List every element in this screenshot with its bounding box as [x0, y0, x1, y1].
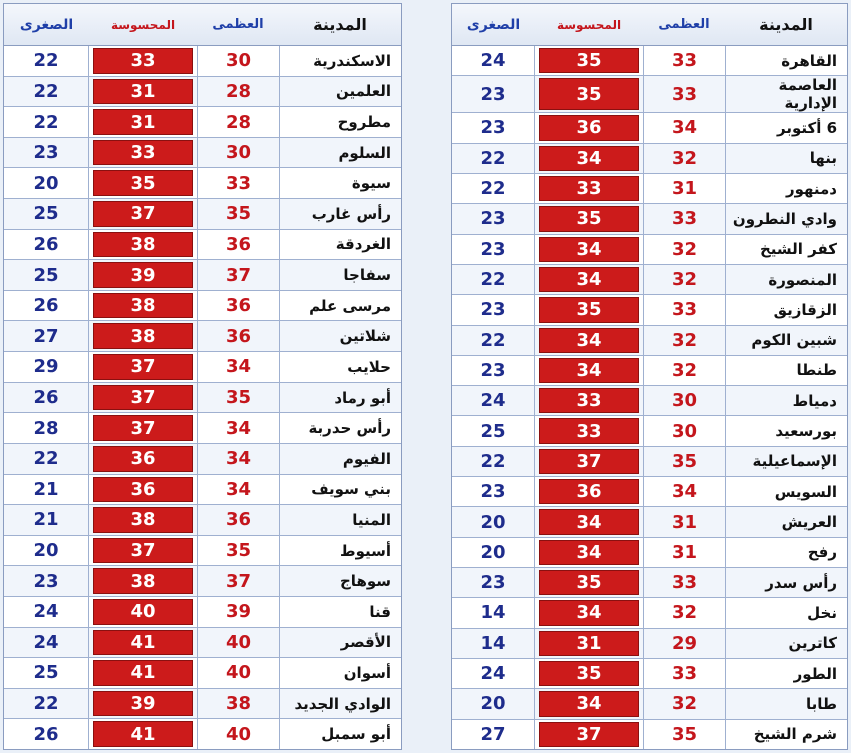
table-row: [452, 326, 847, 356]
min-temp-cell: 24: [452, 386, 535, 415]
max-temp-cell: 33: [643, 568, 725, 597]
table-row: [452, 507, 847, 537]
city-cell: مطروح: [279, 107, 401, 137]
feels-like-cell: 36: [539, 479, 639, 504]
city-cell: طابا: [725, 689, 847, 718]
min-temp-cell: 14: [452, 629, 535, 658]
table-row: [4, 107, 401, 138]
city-cell: بورسعيد: [725, 416, 847, 445]
table-row: [4, 413, 401, 444]
max-temp-cell: 33: [643, 46, 725, 75]
max-temp-cell: 36: [197, 291, 279, 321]
max-temp-cell: 28: [197, 77, 279, 107]
table-row: [4, 168, 401, 199]
max-temp-cell: 36: [197, 230, 279, 260]
feels-like-cell: 33: [539, 388, 639, 413]
max-temp-cell: 32: [643, 235, 725, 264]
feels-like-cell: 38: [93, 323, 193, 349]
city-cell: العلمين: [279, 77, 401, 107]
right-weather-table: [451, 3, 848, 750]
city-cell: رأس سدر: [725, 568, 847, 597]
header-feels: المحسوسة: [556, 17, 622, 32]
table-row: [4, 230, 401, 261]
min-temp-cell: 22: [4, 444, 89, 474]
feels-like-cell: 36: [93, 477, 193, 503]
city-cell: شلاتين: [279, 321, 401, 351]
table-row: [4, 505, 401, 536]
table-row: [452, 113, 847, 143]
city-cell: دمياط: [725, 386, 847, 415]
min-temp-cell: 23: [452, 295, 535, 324]
header-city: المدينة: [759, 15, 813, 34]
table-row: [452, 659, 847, 689]
min-temp-cell: 22: [452, 447, 535, 476]
city-cell: القاهرة: [725, 46, 847, 75]
feels-like-cell: 37: [93, 385, 193, 411]
feels-like-cell: 34: [539, 267, 639, 292]
min-temp-cell: 26: [4, 291, 89, 321]
min-temp-cell: 27: [4, 321, 89, 351]
min-temp-cell: 22: [452, 144, 535, 173]
table-row: [452, 265, 847, 295]
max-temp-cell: 37: [197, 260, 279, 290]
min-temp-cell: 22: [4, 689, 89, 719]
city-cell: 6 أكتوبر: [725, 113, 847, 142]
min-temp-cell: 25: [452, 416, 535, 445]
min-temp-cell: 25: [4, 658, 89, 688]
min-temp-cell: 23: [452, 113, 535, 142]
city-cell: المنيا: [279, 505, 401, 535]
min-temp-cell: 22: [452, 265, 535, 294]
feels-like-cell: 35: [539, 661, 639, 686]
max-temp-cell: 34: [197, 352, 279, 382]
feels-like-cell: 34: [539, 509, 639, 534]
max-temp-cell: 36: [197, 321, 279, 351]
header-max: العظمى: [658, 17, 710, 32]
city-cell: حلايب: [279, 352, 401, 382]
table-row: [452, 295, 847, 325]
city-cell: شبين الكوم: [725, 326, 847, 355]
feels-like-cell: 38: [93, 293, 193, 319]
city-cell: كاترين: [725, 629, 847, 658]
city-cell: وادي النطرون: [725, 204, 847, 233]
max-temp-cell: 32: [643, 689, 725, 718]
max-temp-cell: 32: [643, 598, 725, 627]
table-row: [4, 444, 401, 475]
feels-like-cell: 37: [93, 201, 193, 227]
max-temp-cell: 40: [197, 719, 279, 749]
feels-like-cell: 35: [539, 206, 639, 231]
min-temp-cell: 26: [4, 719, 89, 749]
city-cell: رأس حدربة: [279, 413, 401, 443]
table-row: [4, 321, 401, 352]
header-city: المدينة: [313, 15, 367, 34]
min-temp-cell: 23: [452, 568, 535, 597]
table-row: [452, 235, 847, 265]
city-cell: سوهاج: [279, 566, 401, 596]
max-temp-cell: 31: [643, 538, 725, 567]
max-temp-cell: 37: [197, 566, 279, 596]
table-row: [452, 477, 847, 507]
city-cell: الغردقة: [279, 230, 401, 260]
feels-like-cell: 35: [539, 297, 639, 322]
city-cell: أبو سمبل: [279, 719, 401, 749]
min-temp-cell: 22: [452, 174, 535, 203]
feels-like-cell: 35: [539, 48, 639, 73]
min-temp-cell: 20: [4, 168, 89, 198]
city-cell: شرم الشيخ: [725, 720, 847, 749]
min-temp-cell: 22: [4, 46, 89, 76]
min-temp-cell: 24: [4, 628, 89, 658]
max-temp-cell: 35: [643, 447, 725, 476]
table-row: [452, 447, 847, 477]
max-temp-cell: 34: [197, 444, 279, 474]
table-row: [452, 174, 847, 204]
max-temp-cell: 40: [197, 658, 279, 688]
max-temp-cell: 34: [197, 475, 279, 505]
feels-like-cell: 34: [539, 691, 639, 716]
max-temp-cell: 35: [643, 720, 725, 749]
table-header: [452, 4, 847, 46]
feels-like-cell: 38: [93, 232, 193, 258]
city-cell: سيوة: [279, 168, 401, 198]
table-row: [4, 566, 401, 597]
table-row: [452, 356, 847, 386]
max-temp-cell: 35: [197, 199, 279, 229]
min-temp-cell: 22: [4, 77, 89, 107]
min-temp-cell: 24: [452, 46, 535, 75]
feels-like-cell: 33: [93, 140, 193, 166]
feels-like-cell: 40: [93, 599, 193, 625]
feels-like-cell: 34: [539, 600, 639, 625]
min-temp-cell: 22: [4, 107, 89, 137]
city-cell: الوادي الجديد: [279, 689, 401, 719]
table-row: [4, 199, 401, 230]
max-temp-cell: 31: [643, 174, 725, 203]
max-temp-cell: 32: [643, 326, 725, 355]
header-min: الصغرى: [466, 16, 521, 33]
city-cell: الزقازيق: [725, 295, 847, 324]
max-temp-cell: 32: [643, 356, 725, 385]
max-temp-cell: 30: [197, 46, 279, 76]
feels-like-cell: 37: [93, 415, 193, 441]
min-temp-cell: 21: [4, 505, 89, 535]
city-cell: نخل: [725, 598, 847, 627]
header-feels: المحسوسة: [110, 17, 176, 32]
city-cell: الأقصر: [279, 628, 401, 658]
feels-like-cell: 41: [93, 660, 193, 686]
max-temp-cell: 33: [643, 204, 725, 233]
feels-like-cell: 33: [539, 418, 639, 443]
table-row: [452, 568, 847, 598]
min-temp-cell: 23: [452, 204, 535, 233]
city-cell: الفيوم: [279, 444, 401, 474]
min-temp-cell: 22: [452, 326, 535, 355]
min-temp-cell: 24: [452, 659, 535, 688]
min-temp-cell: 24: [4, 597, 89, 627]
table-row: [452, 386, 847, 416]
table-row: [4, 719, 401, 749]
max-temp-cell: 33: [197, 168, 279, 198]
min-temp-cell: 25: [4, 260, 89, 290]
city-cell: الطور: [725, 659, 847, 688]
min-temp-cell: 23: [452, 235, 535, 264]
table-row: [452, 76, 847, 113]
feels-like-cell: 38: [93, 507, 193, 533]
table-header: [4, 4, 401, 46]
max-temp-cell: 38: [197, 689, 279, 719]
feels-like-cell: 37: [93, 354, 193, 380]
table-row: [4, 689, 401, 720]
table-row: [4, 475, 401, 506]
table-row: [4, 260, 401, 291]
table-row: [4, 658, 401, 689]
city-cell: بنها: [725, 144, 847, 173]
min-temp-cell: 20: [4, 536, 89, 566]
max-temp-cell: 34: [643, 113, 725, 142]
max-temp-cell: 29: [643, 629, 725, 658]
max-temp-cell: 30: [643, 416, 725, 445]
left-weather-table: [3, 3, 402, 750]
min-temp-cell: 26: [4, 230, 89, 260]
min-temp-cell: 25: [4, 199, 89, 229]
city-cell: دمنهور: [725, 174, 847, 203]
feels-like-cell: 31: [93, 79, 193, 105]
min-temp-cell: 20: [452, 507, 535, 536]
max-temp-cell: 34: [643, 477, 725, 506]
table-row: [452, 538, 847, 568]
min-temp-cell: 27: [452, 720, 535, 749]
max-temp-cell: 28: [197, 107, 279, 137]
min-temp-cell: 23: [4, 566, 89, 596]
table-row: [4, 291, 401, 322]
feels-like-cell: 34: [539, 358, 639, 383]
max-temp-cell: 31: [643, 507, 725, 536]
feels-like-cell: 35: [539, 78, 639, 110]
table-row: [452, 46, 847, 76]
min-temp-cell: 23: [452, 356, 535, 385]
feels-like-cell: 37: [93, 538, 193, 564]
min-temp-cell: 23: [452, 477, 535, 506]
max-temp-cell: 35: [197, 383, 279, 413]
city-cell: الاسكندرية: [279, 46, 401, 76]
max-temp-cell: 39: [197, 597, 279, 627]
city-cell: السويس: [725, 477, 847, 506]
max-temp-cell: 33: [643, 659, 725, 688]
min-temp-cell: 26: [4, 383, 89, 413]
city-cell: قنا: [279, 597, 401, 627]
city-cell: المنصورة: [725, 265, 847, 294]
table-row: [4, 46, 401, 77]
table-row: [452, 720, 847, 749]
city-cell: كفر الشيخ: [725, 235, 847, 264]
table-row: [4, 383, 401, 414]
min-temp-cell: 20: [452, 689, 535, 718]
max-temp-cell: 34: [197, 413, 279, 443]
city-cell: السلوم: [279, 138, 401, 168]
city-cell: مرسى علم: [279, 291, 401, 321]
feels-like-cell: 39: [93, 691, 193, 717]
feels-like-cell: 41: [93, 630, 193, 656]
table-row: [452, 204, 847, 234]
feels-like-cell: 35: [539, 570, 639, 595]
city-cell: رأس غارب: [279, 199, 401, 229]
feels-like-cell: 33: [93, 48, 193, 74]
feels-like-cell: 31: [93, 109, 193, 135]
max-temp-cell: 30: [197, 138, 279, 168]
feels-like-cell: 37: [539, 722, 639, 747]
max-temp-cell: 35: [197, 536, 279, 566]
feels-like-cell: 33: [539, 176, 639, 201]
table-row: [4, 628, 401, 659]
header-max: العظمى: [212, 17, 264, 32]
feels-like-cell: 34: [539, 328, 639, 353]
city-cell: العاصمة الإدارية: [725, 76, 847, 112]
feels-like-cell: 36: [539, 115, 639, 140]
header-min: الصغرى: [19, 16, 74, 33]
table-row: [452, 598, 847, 628]
city-cell: أسيوط: [279, 536, 401, 566]
feels-like-cell: 36: [93, 446, 193, 472]
feels-like-cell: 31: [539, 631, 639, 656]
min-temp-cell: 14: [452, 598, 535, 627]
min-temp-cell: 23: [452, 76, 535, 112]
city-cell: بني سويف: [279, 475, 401, 505]
max-temp-cell: 33: [643, 295, 725, 324]
table-row: [452, 629, 847, 659]
city-cell: رفح: [725, 538, 847, 567]
table-row: [4, 138, 401, 169]
feels-like-cell: 39: [93, 262, 193, 288]
city-cell: طنطا: [725, 356, 847, 385]
min-temp-cell: 21: [4, 475, 89, 505]
feels-like-cell: 41: [93, 721, 193, 747]
city-cell: أبو رماد: [279, 383, 401, 413]
feels-like-cell: 35: [93, 170, 193, 196]
city-cell: الإسماعيلية: [725, 447, 847, 476]
city-cell: أسوان: [279, 658, 401, 688]
feels-like-cell: 34: [539, 237, 639, 262]
min-temp-cell: 20: [452, 538, 535, 567]
table-row: [4, 77, 401, 108]
feels-like-cell: 34: [539, 540, 639, 565]
min-temp-cell: 29: [4, 352, 89, 382]
max-temp-cell: 30: [643, 386, 725, 415]
min-temp-cell: 28: [4, 413, 89, 443]
max-temp-cell: 32: [643, 144, 725, 173]
table-row: [452, 144, 847, 174]
max-temp-cell: 36: [197, 505, 279, 535]
city-cell: العريش: [725, 507, 847, 536]
table-row: [4, 352, 401, 383]
min-temp-cell: 23: [4, 138, 89, 168]
feels-like-cell: 34: [539, 146, 639, 171]
table-row: [452, 689, 847, 719]
max-temp-cell: 32: [643, 265, 725, 294]
table-row: [4, 536, 401, 567]
max-temp-cell: 40: [197, 628, 279, 658]
table-row: [4, 597, 401, 628]
city-cell: سفاجا: [279, 260, 401, 290]
table-body: [452, 46, 847, 749]
feels-like-cell: 37: [539, 449, 639, 474]
feels-like-cell: 38: [93, 568, 193, 594]
table-row: [452, 416, 847, 446]
max-temp-cell: 33: [643, 76, 725, 112]
table-body: [4, 46, 401, 749]
